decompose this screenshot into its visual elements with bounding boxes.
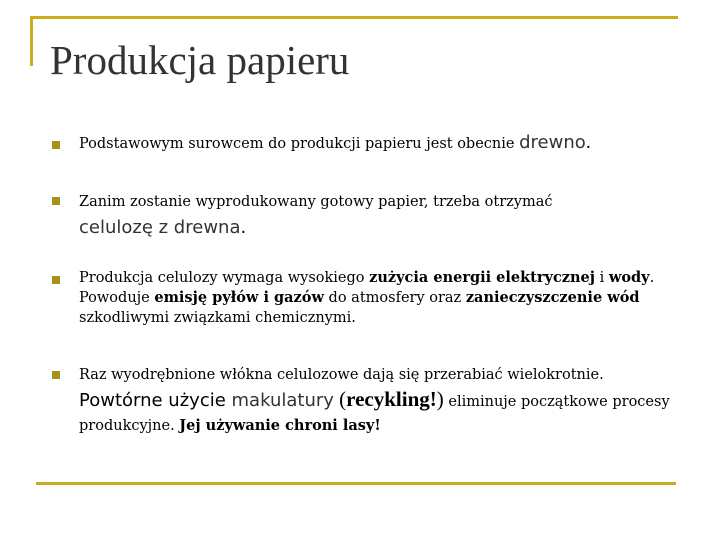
bullet-item-3-bold-energy: zużycia energii elektrycznej <box>369 269 596 286</box>
bullet-item-4-paren-open: ( <box>333 387 347 411</box>
frame-bottom-line <box>36 482 676 485</box>
bullet-item-4-bold-forests: Jej używanie chroni lasy! <box>179 417 381 434</box>
bullet-item-3-bold-pollution: zanieczyszczenie wód <box>465 289 640 306</box>
bullet-item-4-text: Raz wyodrębnione włókna celulozowe dają się przerabiać wielokrotnie. <box>79 367 604 383</box>
bullet-item-4-wastepaper: makulatury <box>231 390 334 411</box>
bullet-item-4 <box>79 363 679 438</box>
bullet-item-4-reuse: Powtórne użycie <box>79 390 232 411</box>
bullet-item-4-paren-close: ) <box>436 387 444 411</box>
bullet-item-1-end: . <box>585 132 592 153</box>
square-bullet-icon <box>52 197 60 205</box>
bullet-item-4-text-eliminates: eliminuje początkowe procesy produkcyjne. <box>79 394 670 434</box>
bullet-item-3-text-end: szkodliwymi związkami chemicznymi. <box>79 310 356 326</box>
frame-top-line <box>30 16 678 19</box>
square-bullet-icon <box>52 141 60 149</box>
bullet-item-2-end: . <box>240 217 247 238</box>
bullet-item-3-text-causes: . Powoduje <box>79 270 655 306</box>
bullet-item-3-bold-water: wody <box>608 269 650 286</box>
bullet-item-2-highlight: celulozę z drewna <box>79 217 241 238</box>
square-bullet-icon <box>52 371 60 379</box>
bullet-item-3-text: Produkcja celulozy wymaga wysokiego <box>79 270 370 286</box>
bullet-item-2-text: Zanim zostanie wyprodukowany gotowy papier, trzeba otrzymać <box>79 194 553 210</box>
bullet-item-1-text: Podstawowym surowcem do produkcji papieru jest obecnie <box>79 136 520 152</box>
bullet-item-4-recycling: recykling! <box>346 387 437 411</box>
bullet-item-3 <box>79 268 679 328</box>
bullet-item-2 <box>79 189 679 242</box>
bullet-item-3-text-and: i <box>595 270 609 286</box>
bullet-item-3-text-atmosphere: do atmosfery oraz <box>323 290 466 306</box>
frame-left-line <box>30 16 33 66</box>
bullet-item-3-bold-emission: emisję pyłów i gazów <box>154 289 324 306</box>
bullet-item-1 <box>79 133 679 154</box>
square-bullet-icon <box>52 276 60 284</box>
slide-title: Produkcja papieru <box>50 37 350 83</box>
bullet-item-1-highlight: drewno <box>519 132 586 153</box>
